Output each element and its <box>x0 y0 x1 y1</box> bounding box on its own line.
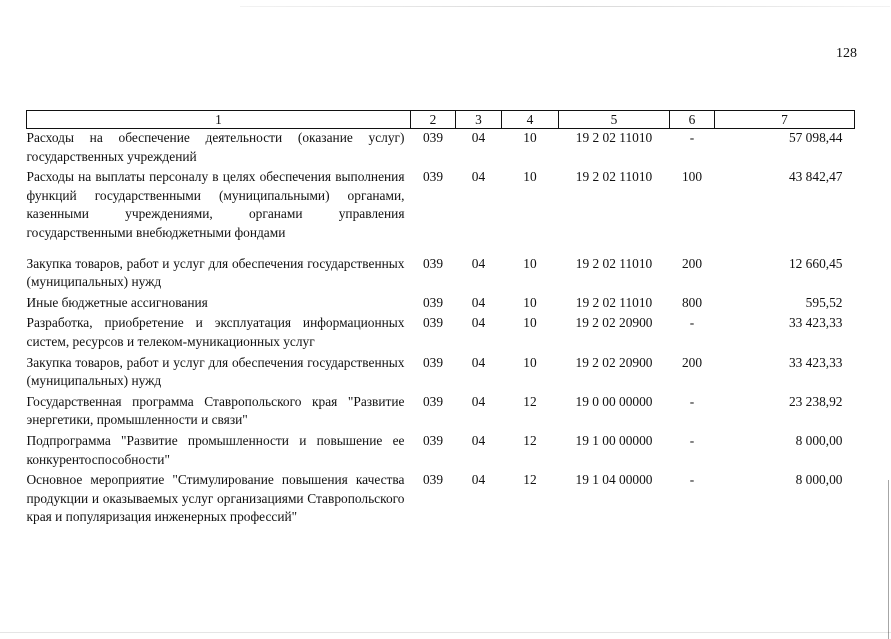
row-expense-type: - <box>689 315 695 331</box>
row-name: Разработка, приобретение и эксплуатация информационных систем, ресурсов и телеком-муникационных услуг <box>26 315 405 349</box>
table-row <box>27 314 855 353</box>
row-name: Закупка товаров, работ и услуг для обеспечения государственных (муниципальных) нужд <box>26 255 405 290</box>
row-subsection-code: 10 <box>523 255 537 271</box>
row-name: Государственная программа Ставропольского края "Развитие энергетики, промышленности и связи" <box>26 393 405 428</box>
column-header-4: 4 <box>502 111 559 129</box>
row-amount: 12 660,45 <box>788 255 843 271</box>
row-target-code: 19 2 02 11010 <box>575 130 653 145</box>
scan-artifact-top <box>240 6 890 7</box>
table-row <box>27 168 855 254</box>
row-section-code: 04 <box>471 255 486 271</box>
row-amount: 33 423,33 <box>788 354 843 370</box>
row-section-code: 04 <box>471 354 486 370</box>
row-subsection-code: 12 <box>523 432 537 448</box>
row-expense-type: 800 <box>681 294 703 310</box>
row-amount: 8 000,00 <box>795 432 843 448</box>
row-target-code: 19 2 02 11010 <box>575 294 653 310</box>
row-expense-type: 200 <box>681 255 703 271</box>
row-name: Расходы на обеспечение деятельности (оказание услуг) государственных учреждений <box>26 130 405 164</box>
row-ministry-code: 039 <box>422 432 444 448</box>
row-section-code: 04 <box>471 432 486 448</box>
row-target-code: 19 0 00 00000 <box>575 393 653 409</box>
row-expense-type: 200 <box>681 354 703 370</box>
column-header-1: 1 <box>27 111 411 129</box>
row-amount: 57 098,44 <box>788 130 843 145</box>
row-section-code: 04 <box>471 315 486 331</box>
row-target-code: 19 2 02 20900 <box>575 354 653 370</box>
row-section-code: 04 <box>471 169 486 185</box>
row-section-code: 04 <box>471 130 486 145</box>
row-target-code: 19 1 00 00000 <box>575 432 653 448</box>
row-amount: 8 000,00 <box>795 472 843 488</box>
row-name: Закупка товаров, работ и услуг для обеспечения государственных (муниципальных) нужд <box>26 354 405 389</box>
table-header-row <box>27 111 855 129</box>
row-section-code: 04 <box>471 472 486 488</box>
row-ministry-code: 039 <box>422 294 444 310</box>
row-subsection-code: 12 <box>523 472 537 488</box>
row-ministry-code: 039 <box>422 393 444 409</box>
table-row <box>27 294 855 315</box>
scan-artifact-edge <box>888 480 889 639</box>
row-ministry-code: 039 <box>422 255 444 271</box>
scan-artifact-bottom <box>0 632 891 633</box>
row-ministry-code: 039 <box>422 169 444 185</box>
row-expense-type: - <box>689 393 695 409</box>
table-row <box>27 129 855 169</box>
table-row <box>27 393 855 432</box>
column-header-3: 3 <box>456 111 502 129</box>
row-expense-type: - <box>689 130 695 145</box>
row-name: Подпрограмма "Развитие промышленности и повышение ее конкурентоспособности" <box>26 432 405 467</box>
row-amount: 23 238,92 <box>788 393 843 409</box>
row-expense-type: - <box>689 472 695 488</box>
row-amount: 33 423,33 <box>788 315 843 331</box>
table-row <box>27 432 855 471</box>
budget-table <box>26 110 855 529</box>
row-amount: 43 842,47 <box>788 169 843 185</box>
row-amount: 595,52 <box>805 294 843 310</box>
row-target-code: 19 1 04 00000 <box>575 472 653 488</box>
column-header-7: 7 <box>715 111 855 129</box>
row-expense-type: - <box>689 432 695 448</box>
row-ministry-code: 039 <box>422 472 444 488</box>
row-subsection-code: 10 <box>523 169 537 185</box>
table-row <box>27 471 855 529</box>
row-target-code: 19 2 02 20900 <box>575 315 653 331</box>
row-subsection-code: 10 <box>523 354 537 370</box>
row-section-code: 04 <box>471 393 486 409</box>
row-ministry-code: 039 <box>422 130 444 145</box>
page-number: 128 <box>836 46 857 61</box>
column-header-5: 5 <box>559 111 670 129</box>
row-subsection-code: 10 <box>523 315 537 331</box>
column-header-2: 2 <box>411 111 456 129</box>
row-ministry-code: 039 <box>422 315 444 331</box>
row-name: Иные бюджетные ассигнования <box>26 294 208 310</box>
row-subsection-code: 12 <box>523 393 537 409</box>
row-name: Расходы на выплаты персоналу в целях обеспечения выполнения функций государственными (муниципальными) органами, казенными учреждениями, органами управления государственными внебюджетными фондами <box>26 169 405 240</box>
column-header-6: 6 <box>670 111 715 129</box>
row-target-code: 19 2 02 11010 <box>575 169 653 185</box>
row-target-code: 19 2 02 11010 <box>575 255 653 271</box>
row-ministry-code: 039 <box>422 354 444 370</box>
row-subsection-code: 10 <box>523 130 537 145</box>
row-subsection-code: 10 <box>523 294 537 310</box>
table-row <box>27 354 855 393</box>
table-row <box>27 255 855 294</box>
row-section-code: 04 <box>471 294 486 310</box>
row-name: Основное мероприятие "Стимулирование повышения качества продукции и оказываемых услуг организациями Ставропольского края и популяризация инженерных профессий" <box>26 472 405 525</box>
row-expense-type: 100 <box>681 169 703 185</box>
